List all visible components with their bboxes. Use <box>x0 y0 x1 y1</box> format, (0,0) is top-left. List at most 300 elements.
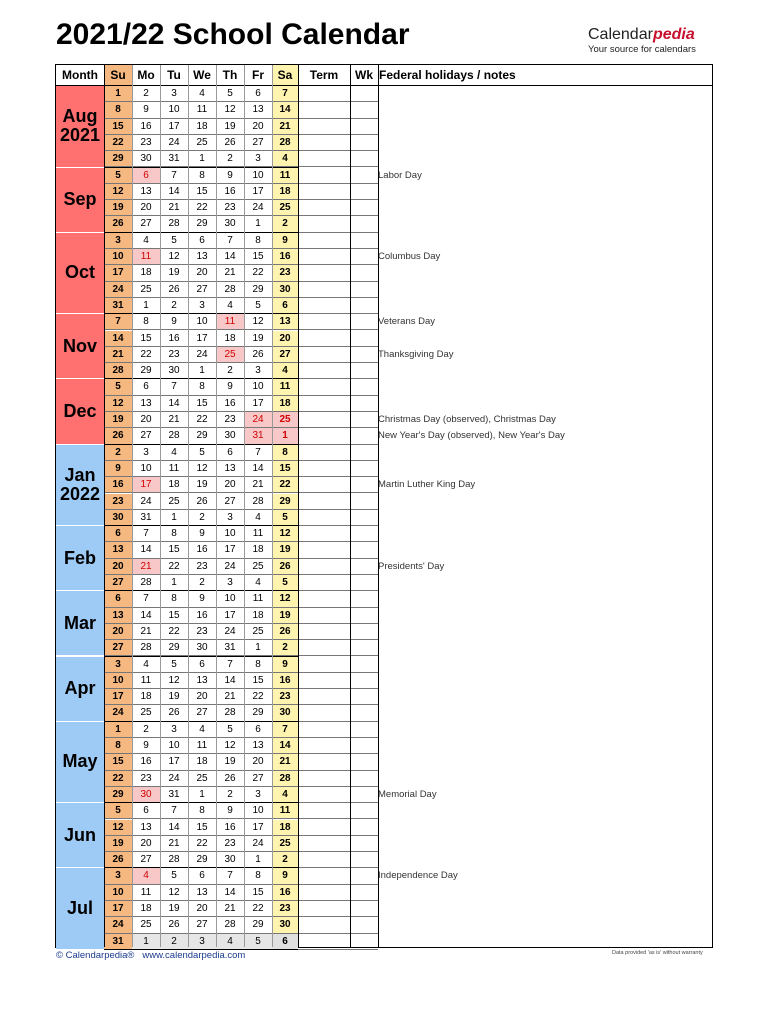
day-cell: 8 <box>244 657 272 673</box>
week-cell[interactable] <box>350 102 378 118</box>
day-cell: 29 <box>244 917 272 933</box>
logo-tagline: Your source for calendars <box>588 44 696 55</box>
day-cell: 21 <box>132 559 160 575</box>
day-cell: 10 <box>104 673 132 689</box>
day-cell: 2 <box>160 934 188 950</box>
day-cell: 2 <box>272 852 298 868</box>
day-cell: 16 <box>216 184 244 200</box>
day-cell: 11 <box>160 461 188 477</box>
day-cell: 3 <box>132 445 160 461</box>
week-cell[interactable] <box>350 591 378 607</box>
term-cell[interactable] <box>298 461 350 477</box>
month-label <box>56 168 104 233</box>
day-cell: 25 <box>272 412 298 428</box>
calendarpedia-logo[interactable] <box>588 26 696 55</box>
day-cell: 14 <box>104 331 132 347</box>
day-cell: 11 <box>132 885 160 901</box>
day-cell: 2 <box>216 363 244 379</box>
term-cell[interactable] <box>298 494 350 510</box>
day-cell: 16 <box>272 249 298 265</box>
week-cell[interactable] <box>350 575 378 591</box>
week-cell[interactable] <box>350 934 378 950</box>
day-cell: 3 <box>104 657 132 673</box>
day-cell: 5 <box>160 657 188 673</box>
day-cell: 5 <box>272 510 298 526</box>
term-cell[interactable] <box>298 722 350 738</box>
day-cell: 20 <box>244 119 272 135</box>
day-cell: 2 <box>188 575 216 591</box>
day-cell: 2 <box>216 787 244 803</box>
day-cell: 1 <box>188 151 216 167</box>
header-sunday: Su <box>104 65 132 86</box>
term-cell[interactable] <box>298 135 350 151</box>
day-cell: 20 <box>188 265 216 281</box>
day-cell: 28 <box>216 917 244 933</box>
month-label <box>56 314 104 379</box>
term-cell[interactable] <box>298 705 350 721</box>
day-cell: 9 <box>272 233 298 249</box>
week-cell[interactable] <box>350 771 378 787</box>
term-cell[interactable] <box>298 771 350 787</box>
week-cell[interactable] <box>350 216 378 232</box>
term-cell[interactable] <box>298 575 350 591</box>
day-cell: 21 <box>272 754 298 770</box>
term-cell[interactable] <box>298 265 350 281</box>
term-cell[interactable] <box>298 510 350 526</box>
day-cell: 26 <box>188 494 216 510</box>
month-label <box>56 657 104 722</box>
term-cell[interactable] <box>298 673 350 689</box>
day-cell: 18 <box>188 119 216 135</box>
header-thursday: Th <box>216 65 244 86</box>
week-cell[interactable] <box>350 868 378 884</box>
week-cell[interactable] <box>350 265 378 281</box>
day-cell: 12 <box>188 461 216 477</box>
day-cell: 10 <box>132 461 160 477</box>
day-cell: 24 <box>216 624 244 640</box>
day-cell: 24 <box>244 412 272 428</box>
term-cell[interactable] <box>298 331 350 347</box>
day-cell: 30 <box>104 510 132 526</box>
day-cell: 7 <box>132 526 160 542</box>
week-cell[interactable] <box>350 477 378 493</box>
week-cell[interactable] <box>350 282 378 298</box>
term-cell[interactable] <box>298 477 350 493</box>
day-cell: 29 <box>132 363 160 379</box>
day-cell: 4 <box>244 510 272 526</box>
day-cell: 25 <box>272 836 298 852</box>
day-cell: 26 <box>216 771 244 787</box>
day-cell: 19 <box>272 608 298 624</box>
day-cell: 29 <box>104 787 132 803</box>
day-cell: 21 <box>160 200 188 216</box>
day-cell: 4 <box>272 151 298 167</box>
term-cell[interactable] <box>298 249 350 265</box>
day-cell: 16 <box>188 542 216 558</box>
week-cell[interactable] <box>350 494 378 510</box>
footer-copyright[interactable]: © Calendarpedia® www.calendarpedia.com <box>56 950 246 961</box>
day-cell: 1 <box>104 722 132 738</box>
day-cell: 2 <box>272 640 298 656</box>
day-cell: 15 <box>188 396 216 412</box>
day-cell: 30 <box>272 705 298 721</box>
day-cell: 5 <box>272 575 298 591</box>
term-cell[interactable] <box>298 282 350 298</box>
day-cell: 11 <box>272 168 298 184</box>
day-cell: 1 <box>132 934 160 950</box>
term-cell[interactable] <box>298 934 350 950</box>
day-cell: 23 <box>188 559 216 575</box>
day-cell: 22 <box>188 836 216 852</box>
week-cell[interactable] <box>350 738 378 754</box>
holiday-note: Independence Day <box>378 870 458 882</box>
week-cell[interactable] <box>350 542 378 558</box>
week-cell[interactable] <box>350 559 378 575</box>
day-cell: 26 <box>160 917 188 933</box>
month-name: May <box>62 751 98 772</box>
day-cell: 26 <box>104 216 132 232</box>
week-cell[interactable] <box>350 86 378 102</box>
term-cell[interactable] <box>298 917 350 933</box>
day-cell: 4 <box>272 787 298 803</box>
day-cell: 6 <box>132 379 160 395</box>
week-cell[interactable] <box>350 233 378 249</box>
month-label <box>56 233 104 315</box>
day-cell: 4 <box>188 86 216 102</box>
day-cell: 13 <box>272 314 298 330</box>
term-cell[interactable] <box>298 640 350 656</box>
month-name: Apr <box>64 678 96 699</box>
day-cell: 3 <box>188 298 216 314</box>
week-cell[interactable] <box>350 640 378 656</box>
month-year: 2022 <box>59 483 101 504</box>
day-cell: 19 <box>160 265 188 281</box>
logo-text-main: Calendar <box>588 26 653 43</box>
day-cell: 8 <box>188 379 216 395</box>
day-cell: 27 <box>244 135 272 151</box>
holiday-note: Memorial Day <box>378 788 437 800</box>
day-cell: 11 <box>132 673 160 689</box>
day-cell: 14 <box>160 184 188 200</box>
day-cell: 19 <box>216 754 244 770</box>
day-cell: 20 <box>132 836 160 852</box>
term-cell[interactable] <box>298 396 350 412</box>
day-cell: 1 <box>104 86 132 102</box>
holiday-note: Thanksgiving Day <box>378 348 454 360</box>
day-cell: 20 <box>104 624 132 640</box>
term-cell[interactable] <box>298 542 350 558</box>
day-cell: 30 <box>216 428 244 444</box>
holiday-note: Presidents' Day <box>378 560 445 572</box>
day-cell: 26 <box>104 852 132 868</box>
day-cell: 19 <box>160 689 188 705</box>
day-cell: 2 <box>160 298 188 314</box>
term-cell[interactable] <box>298 738 350 754</box>
day-cell: 28 <box>272 135 298 151</box>
week-cell[interactable] <box>350 445 378 461</box>
day-cell: 15 <box>244 249 272 265</box>
day-cell: 8 <box>132 314 160 330</box>
day-cell: 12 <box>244 314 272 330</box>
term-cell[interactable] <box>298 184 350 200</box>
week-cell[interactable] <box>350 836 378 852</box>
day-cell: 26 <box>244 347 272 363</box>
week-cell[interactable] <box>350 461 378 477</box>
month-label <box>56 868 104 950</box>
term-cell[interactable] <box>298 347 350 363</box>
term-cell[interactable] <box>298 151 350 167</box>
day-cell: 6 <box>132 803 160 819</box>
day-cell: 19 <box>188 477 216 493</box>
day-cell: 21 <box>104 347 132 363</box>
term-cell[interactable] <box>298 608 350 624</box>
day-cell: 30 <box>132 787 160 803</box>
term-cell[interactable] <box>298 754 350 770</box>
day-cell: 17 <box>104 689 132 705</box>
day-cell: 24 <box>104 917 132 933</box>
week-cell[interactable] <box>350 901 378 917</box>
term-cell[interactable] <box>298 363 350 379</box>
day-cell: 13 <box>244 102 272 118</box>
day-cell: 2 <box>216 151 244 167</box>
day-cell: 21 <box>244 477 272 493</box>
week-cell[interactable] <box>350 885 378 901</box>
day-cell: 4 <box>216 934 244 950</box>
day-cell: 25 <box>216 347 244 363</box>
term-cell[interactable] <box>298 624 350 640</box>
term-cell[interactable] <box>298 901 350 917</box>
week-cell[interactable] <box>350 705 378 721</box>
day-cell: 8 <box>244 233 272 249</box>
header-tuesday: Tu <box>160 65 188 86</box>
week-cell[interactable] <box>350 689 378 705</box>
day-cell: 29 <box>188 428 216 444</box>
day-cell: 29 <box>188 216 216 232</box>
week-cell[interactable] <box>350 200 378 216</box>
week-cell[interactable] <box>350 331 378 347</box>
day-cell: 16 <box>104 477 132 493</box>
day-cell: 4 <box>160 445 188 461</box>
day-cell: 24 <box>216 559 244 575</box>
day-cell: 31 <box>104 298 132 314</box>
day-cell: 18 <box>272 820 298 836</box>
term-cell[interactable] <box>298 591 350 607</box>
day-cell: 27 <box>272 347 298 363</box>
day-cell: 6 <box>216 445 244 461</box>
day-cell: 18 <box>188 754 216 770</box>
week-cell[interactable] <box>350 249 378 265</box>
day-cell: 20 <box>132 412 160 428</box>
week-cell[interactable] <box>350 608 378 624</box>
day-cell: 28 <box>160 852 188 868</box>
week-cell[interactable] <box>350 624 378 640</box>
day-cell: 30 <box>216 216 244 232</box>
day-cell: 27 <box>188 917 216 933</box>
week-cell[interactable] <box>350 526 378 542</box>
week-cell[interactable] <box>350 184 378 200</box>
day-cell: 9 <box>104 461 132 477</box>
term-cell[interactable] <box>298 820 350 836</box>
week-cell[interactable] <box>350 852 378 868</box>
day-cell: 14 <box>160 820 188 836</box>
week-cell[interactable] <box>350 119 378 135</box>
week-cell[interactable] <box>350 347 378 363</box>
day-cell: 16 <box>216 820 244 836</box>
term-cell[interactable] <box>298 428 350 444</box>
term-cell[interactable] <box>298 787 350 803</box>
day-cell: 24 <box>188 347 216 363</box>
month-name: Aug <box>62 106 98 127</box>
day-cell: 3 <box>216 510 244 526</box>
day-cell: 18 <box>244 608 272 624</box>
term-cell[interactable] <box>298 379 350 395</box>
day-cell: 27 <box>132 428 160 444</box>
term-cell[interactable] <box>298 412 350 428</box>
day-cell: 28 <box>244 494 272 510</box>
day-cell: 23 <box>216 412 244 428</box>
term-cell[interactable] <box>298 168 350 184</box>
month-name: Jan <box>64 464 96 485</box>
day-cell: 4 <box>188 722 216 738</box>
day-cell: 7 <box>216 657 244 673</box>
term-cell[interactable] <box>298 836 350 852</box>
day-cell: 31 <box>244 428 272 444</box>
day-cell: 5 <box>216 722 244 738</box>
day-cell: 25 <box>272 200 298 216</box>
day-cell: 5 <box>104 379 132 395</box>
day-cell: 2 <box>188 510 216 526</box>
day-cell: 29 <box>272 494 298 510</box>
day-cell: 16 <box>272 885 298 901</box>
term-cell[interactable] <box>298 559 350 575</box>
day-cell: 23 <box>132 771 160 787</box>
day-cell: 22 <box>244 689 272 705</box>
term-cell[interactable] <box>298 852 350 868</box>
term-cell[interactable] <box>298 233 350 249</box>
week-cell[interactable] <box>350 917 378 933</box>
day-cell: 11 <box>244 591 272 607</box>
day-cell: 14 <box>160 396 188 412</box>
week-cell[interactable] <box>350 510 378 526</box>
day-cell: 23 <box>272 901 298 917</box>
week-cell[interactable] <box>350 428 378 444</box>
calendar-table <box>55 64 713 948</box>
day-cell: 30 <box>272 282 298 298</box>
term-cell[interactable] <box>298 298 350 314</box>
month-name: Mar <box>63 612 96 633</box>
term-cell[interactable] <box>298 885 350 901</box>
week-cell[interactable] <box>350 657 378 673</box>
week-cell[interactable] <box>350 396 378 412</box>
week-cell[interactable] <box>350 379 378 395</box>
week-cell[interactable] <box>350 298 378 314</box>
day-cell: 18 <box>160 477 188 493</box>
day-cell: 6 <box>272 934 298 950</box>
week-cell[interactable] <box>350 803 378 819</box>
day-cell: 1 <box>132 298 160 314</box>
day-cell: 9 <box>272 868 298 884</box>
term-cell[interactable] <box>298 526 350 542</box>
day-cell: 22 <box>188 200 216 216</box>
day-cell: 1 <box>188 787 216 803</box>
day-cell: 20 <box>188 901 216 917</box>
day-cell: 5 <box>160 233 188 249</box>
day-cell: 12 <box>272 591 298 607</box>
day-cell: 18 <box>216 331 244 347</box>
week-cell[interactable] <box>350 314 378 330</box>
term-cell[interactable] <box>298 445 350 461</box>
term-cell[interactable] <box>298 119 350 135</box>
day-cell: 8 <box>160 526 188 542</box>
week-cell[interactable] <box>350 412 378 428</box>
day-cell: 2 <box>132 722 160 738</box>
day-cell: 7 <box>272 722 298 738</box>
day-cell: 6 <box>188 868 216 884</box>
day-cell: 6 <box>104 526 132 542</box>
day-cell: 30 <box>188 640 216 656</box>
day-cell: 31 <box>160 151 188 167</box>
footer-url-link[interactable]: www.calendarpedia.com <box>142 950 246 961</box>
day-cell: 12 <box>104 184 132 200</box>
day-cell: 2 <box>272 216 298 232</box>
day-cell: 31 <box>216 640 244 656</box>
week-cell[interactable] <box>350 673 378 689</box>
week-cell[interactable] <box>350 135 378 151</box>
week-cell[interactable] <box>350 787 378 803</box>
day-cell: 15 <box>244 673 272 689</box>
term-cell[interactable] <box>298 102 350 118</box>
day-cell: 29 <box>244 282 272 298</box>
day-cell: 9 <box>216 803 244 819</box>
day-cell: 10 <box>188 314 216 330</box>
day-cell: 11 <box>188 102 216 118</box>
day-cell: 21 <box>132 624 160 640</box>
term-cell[interactable] <box>298 803 350 819</box>
day-cell: 31 <box>132 510 160 526</box>
day-cell: 13 <box>104 608 132 624</box>
month-name: Jun <box>63 824 96 845</box>
day-cell: 5 <box>160 868 188 884</box>
day-cell: 19 <box>104 412 132 428</box>
day-cell: 20 <box>272 331 298 347</box>
month-name: Oct <box>64 262 95 283</box>
term-cell[interactable] <box>298 689 350 705</box>
week-cell[interactable] <box>350 722 378 738</box>
day-cell: 18 <box>272 184 298 200</box>
term-cell[interactable] <box>298 216 350 232</box>
week-cell[interactable] <box>350 363 378 379</box>
week-cell[interactable] <box>350 151 378 167</box>
week-cell[interactable] <box>350 168 378 184</box>
week-cell[interactable] <box>350 754 378 770</box>
day-cell: 28 <box>132 575 160 591</box>
day-cell: 30 <box>272 917 298 933</box>
term-cell[interactable] <box>298 314 350 330</box>
week-cell[interactable] <box>350 820 378 836</box>
holiday-note: Labor Day <box>378 169 422 181</box>
day-cell: 19 <box>216 119 244 135</box>
day-cell: 29 <box>188 852 216 868</box>
day-cell: 8 <box>244 868 272 884</box>
month-label <box>56 379 104 444</box>
term-cell[interactable] <box>298 657 350 673</box>
day-cell: 20 <box>188 689 216 705</box>
term-cell[interactable] <box>298 200 350 216</box>
day-cell: 11 <box>188 738 216 754</box>
term-cell[interactable] <box>298 868 350 884</box>
day-cell: 13 <box>104 542 132 558</box>
term-cell[interactable] <box>298 86 350 102</box>
